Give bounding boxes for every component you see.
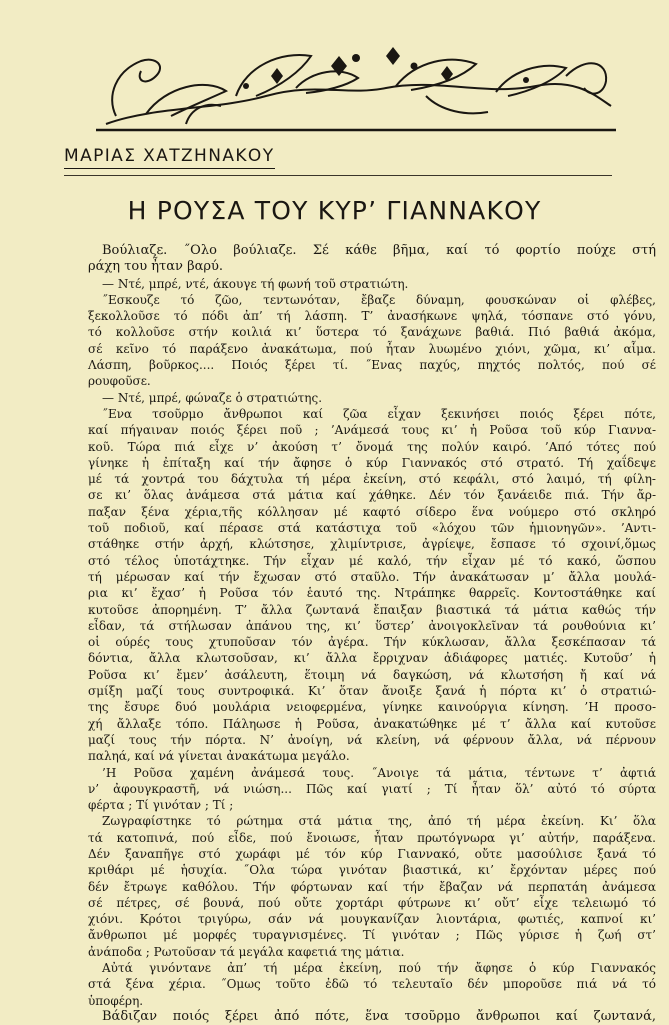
text-line: τοῦ ποδιοῦ, καί πέρασε στά κατάστιχα τοῦ «λόχου τῶν ἡμιονηγῶν». ’Αντι- (88, 521, 656, 536)
text-line: παληά, καί νά γίνεται ἀνακάτωμα μεγάλο. (88, 749, 350, 764)
header-rule (64, 175, 612, 176)
text-line: ἀνάποδα ; Ρωτοῦσαν τά μεγάλα καφετιά της μάτια. (88, 944, 405, 959)
story-title: Η ΡΟΥΣΑ ΤΟΥ ΚΥΡ’ ΓΙΑΝΝΑΚΟΥ (127, 196, 542, 225)
text-line: ˝Ενα τσοῦρμο ἄνθρωποι καί ζῶα εἶχαν ξεκινήσει ποιός ξέρει πότε, (102, 406, 656, 421)
text-line: Βούλιαζε. ˝Ολο βούλιαζε. Σέ κάθε βῆμα, καί τό φορτίο πούχε στή (102, 243, 656, 258)
text-line: — Ντέ, μπρέ, ντέ, άκουγε τή φωνή τοῦ στρατιώτη. (102, 276, 409, 291)
text-line: μέ τά χοντρά του δάχτυλα τή μέρα ἐκείνη, στό κεφάλι, στό λαιμό, τή φίλη- (88, 472, 656, 487)
text-line: σμίξη μαζί τους συντροφικά. Κι’ ὅταν ἄνοιξε ξανά ἡ πόρτα κι’ ὁ στρατιώ- (88, 684, 656, 699)
story-body (88, 243, 656, 1025)
text-line: σε κι’ ὅλας ἀνάμεσα στά μάτια καί χάθηκε. Δέν τόν ξανάειδε πιά. Τήν ἄρ- (88, 488, 656, 503)
text-line: οἱ ούρές τους χτυποῦσαν τόν ἀγέρα. Τήν κύκλωσαν, ἄλλα ξεσκέπασαν τά (88, 635, 656, 650)
text-line: στό τέλος ὑποτάχτηκε. Τήν εἶχαν μέ καλό, τήν εἶχαν μέ τό κακό, ὥσπου (88, 553, 656, 568)
text-line: Αὐτά γινόντανε ἀπ’ τή μέρα ἐκείνη, πού τήν ἄφησε ὁ κύρ Γιαννακός (102, 961, 656, 976)
text-line: Βάδιζαν ποιός ξέρει ἀπό πότε, ἕνα τσοῦρμο ἄνθρωποι καί ζωντανά, (102, 1008, 656, 1024)
text-line: σέ πέτρες, σέ βουνά, πού οὔτε χορτάρι φύτρωνε κι’ οὔτ’ εἶχε τελειωμό τό (88, 895, 656, 910)
text-line: κοῦ. Τώρα πιά εἶχε ν’ ἀκούση τ’ ὄνομά της πολύν καιρό. ’Από τότες πού (88, 439, 656, 454)
author-name: ΜΑΡΙΑΣ ΧΑΤΖΗΝΑΚΟΥ (64, 146, 275, 169)
text-line: ἄνθρωποι μέ μορφές τυραγνισμένες. Τί γινόταν ; Πῶς γύρισε ἡ ζωή στ’ (88, 928, 656, 943)
text-line: γίνηκε ἡ ἐπίταξη καί τήν ἄφησε ὁ κύρ Γιαννακός στό στρατό. Τή χαΐδεψε (88, 455, 656, 470)
text-line: καί πήγαιναν ποιός ξέρει ποῦ ; ’Ανάμεσά τους κι’ ἡ Ροῦσα τοῦ κύρ Γιαννα- (88, 423, 656, 438)
text-line: χή ἄλλαξε τόπο. Πάληωσε ἡ Ροῦσα, ἀνακατώθηκε μέ τ’ ἄλλα καί κυτοῦσε (88, 716, 656, 731)
text-line: ὑποφέρη. (88, 993, 144, 1008)
text-line: Δέν ξαναπῆγε στό χωράφι μέ τόν κύρ Γιαννακό, οὔτε μασούλισε ξανά τό (88, 846, 656, 861)
text-line: — Ντέ, μπρέ, φώναζε ὁ στρατιώτης. (102, 390, 323, 405)
text-line: ρουφοῦσε. (88, 374, 151, 389)
text-line: στάθηκε στήν ἀρχή, κλώτσησε, χλιμίντρισε, ἀγρίεψε, ἔσπασε τό σχοινί,ὅμως (88, 537, 656, 552)
text-line: κριθάρι μέ ἡσυχία. ˝Ολα τώρα γινόταν βιαστικά, κι’ ἔρχόνταν μέρες πού (88, 863, 656, 878)
text-line: τό κολλοῦσε στήν κοιλιά κι’ ὕστερα τό ξανάχωνε βαθιά. Πιό βαθιά ἀκόμα, (88, 325, 656, 340)
text-line: κυτοῦσε ἀπορημένη. Τ’ ἄλλα ζωντανά ἔπαιξαν βιαστικά τά μάτια καθώς τήν (88, 602, 656, 617)
text-line: Ζωγραφίστηκε τό ρώτημα στά μάτια της, ἀπό τή μέρα ἐκείνη. Κι’ ὅλα (102, 814, 656, 829)
text-line: δόντια, ἄλλα κλωτσοῦσαν, κι’ ἄλλα ἔρριχναν ἀδιάφορες ματιές. Κυτοῦσ’ ἡ (88, 651, 656, 666)
text-line: ’Η Ροῦσα χαμένη ἀνάμεσά τους. ˝Ανοιγε τά μάτια, τέντωνε τ’ ἀφτιά (102, 765, 656, 780)
text-line: ˝Εσκουζε τό ζῶο, τεντωνόταν, ἔβαζε δύναμη, φουσκώναν οἱ φλέβες, (102, 292, 656, 307)
text-line: δέν ἔτρωγε καθόλου. Τήν φόρτωναν καί τήν ἔβαζαν νά περπατάη ἀνάμεσα (88, 879, 656, 894)
text-line: Λάσπη, βοῦρκος.... Ποιός ξέρει τί. ˝Ενας παχύς, πηχτός πολτός, πού σέ (88, 358, 656, 373)
text-line: ρια κι’ ἔχασ’ ἡ Ροῦσα τόν ἑαυτό της. Ντράπηκε θαρρεῖς. Κοντοστάθηκε καί (88, 586, 656, 601)
text-line: ξεκολλοῦσε τό πόδι ἀπ’ τή λάσπη. Τ’ ἀνασήκωνε ψηλά, τόσπανε στό γόνυ, (88, 309, 656, 324)
text-line: ν’ ἀφουγκραστῆ, νά νιώση... Πῶς καί γιατί ; Τί ἦταν ὅλ’ αὐτό τό σύρτα (88, 781, 656, 796)
floral-ornament-header (96, 36, 616, 134)
text-line: φέρτα ; Τί γινόταν ; Τί ; (88, 798, 234, 813)
text-line: χιόνι. Κρότοι τριγύρω, σάν νά μουγκανίζαν λιοντάρια, φωτιές, καπνοί κι’ (88, 912, 656, 927)
text-line: εἶδαν, τά στήλωσαν ἀπάνου της, κι’ ὕστερ’ ἀνοιγοκλεῖναν τά ρουθούνια κι’ (88, 618, 656, 633)
text-line: στά ξένα χέρια. ˝Ομως τοῦτο ἐδῶ τό τελευταῖο δέν μποροῦσε πιά νά τό (88, 977, 656, 992)
text-line: σέ κεῖνο τό παράξενο ἀνακάτωμα, πού ἦταν λυωμένο χιόνι, χῶμα, κι’ αἷμα. (88, 341, 656, 356)
text-line: τά κατοπινά, πού εἶδε, πού ἔνοιωσε, ἦταν πρωτόγνωρα γι’ αὐτήν, παράξενα. (88, 830, 656, 845)
text-line: τή μέρωσαν καί τήν ἔχωσαν στό σταῦλο. Τήν ἀνακάτωσαν μ’ ἄλλα μουλά- (88, 569, 656, 584)
text-line: παξαν ξένα χέρια,τῆς κόλλησαν μέ καφτό σίδερο ἕνα νούμερο στό σκληρό (88, 504, 656, 519)
text-line: μαζί τους τήν πόρτα. Ν’ ἀνοίγη, νά κλείνη, νά φέρνουν ἄλλα, νά πέρνουν (88, 732, 656, 747)
text-line: ράχη του ἦταν βαρύ. (88, 259, 224, 275)
text-line: της ἔσυρε δυό μουλάρια νειοφερμένα, γίνηκε καινούργια κίνηση. ’Η προσο- (88, 700, 656, 715)
text-line: Ροῦσα κι’ ἔμεν’ ἀσάλευτη, ἕτοιμη νά δαγκώση, νά κλωτσήση ἤ καί νά (88, 667, 656, 682)
